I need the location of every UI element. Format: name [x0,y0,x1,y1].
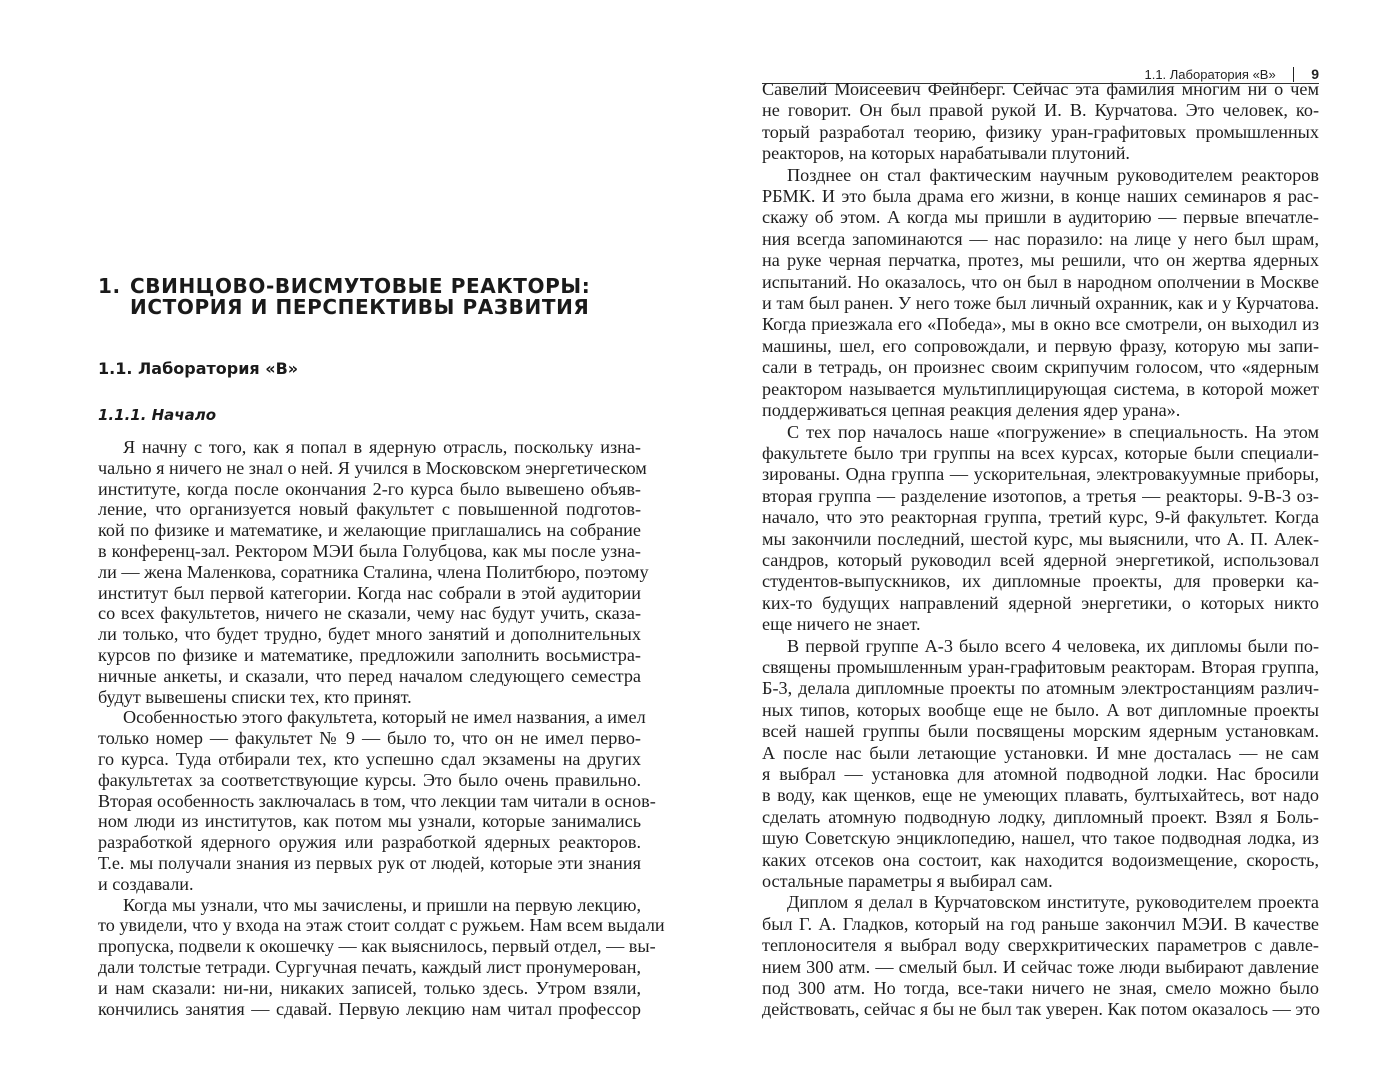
text-line: и там был ранен. У него тоже был личный охранник, как и у Курчатова. [762,293,1319,314]
text-line: был Г. А. Гладков, который на год раньше закончил МЭИ. В качестве [762,913,1319,934]
text-line: еще ничего не знает. [762,614,921,635]
text-line: в воду, как щенков, еще не умеющих плавать, бултыхайтесь, вот надо [762,785,1319,806]
text-line: А после нас были летающие установки. И мне досталась — не сам [762,742,1319,763]
text-line: со всех факультетов, ничего не сказали, чему нас будут учить, сказа- [98,603,641,624]
text-line: Когда приезжала его «Победа», мы в окно все смотрели, он выходил из [762,314,1319,335]
text-line: и нам сказали: ни-ни, никаких записей, только здесь. Утром взяли, [98,977,641,998]
text-line: разработкой ядерного оружия или разработкой ядерных реакторов. [98,832,641,853]
text-line: и создавали. [98,873,194,894]
text-line: то увидели, что у входа на этаж стоит солдат с ружьем. Нам всем выдали [98,915,665,936]
paragraph [762,165,1319,422]
text-line: Диплом я делал в Курчатовском институте, руководителем проекта [787,892,1319,913]
text-line: в конференц-зал. Ректором МЭИ была Голубцова, как мы после узна- [98,540,641,561]
chapter-number: 1. [98,274,121,298]
text-line: машины, шел, его сопровождали, и первую фразу, которую мы запи- [762,335,1319,356]
text-line: факультетах за соответствующие курсы. Это было очень правильно. [98,769,641,790]
text-line: институте, когда после окончания 2-го курса было вывешено объяв- [98,478,641,499]
paragraph [98,707,656,894]
text-line: сандров, который руководил всей ядерной энергетикой, использовал [762,549,1319,570]
text-line: Позднее он стал фактическим научным руководителем реакторов [787,164,1319,185]
text-line: курсов по физике и математике, предложили заполнить восьмистра- [98,644,641,665]
text-line: торый разработал теорию, физику уран-графитовых промышленных [762,121,1319,142]
paragraph [98,894,665,1020]
text-line: ли — жена Маленкова, соратника Сталина, члена Политбюро, поэтому [98,561,649,582]
text-line: поддерживаться цепная реакция деления ядер урана». [762,400,1181,421]
text-line: кончились занятия — сдавай. Первую лекцию нам читал профессор [98,998,641,1019]
text-line: ление, что организуется новый факультет с повышенной подготов- [98,499,641,520]
text-line: теплоносителя я выбрал воду сверхкритических параметров с давле- [762,935,1319,956]
paragraph [762,422,1319,636]
text-line: сделать атомную подводную лодку, дипломный проект. Взял я Боль- [762,806,1319,827]
text-line: только номер — факультет № 9 — было то, что он не имел перво- [98,728,641,749]
text-line: священы промышленным уран-графитовым реакторам. Вторая группа, [762,656,1319,677]
text-line: под 300 атм. Но тогда, все-таки ничего не зная, смело можно было [762,978,1319,999]
text-line: ния всегда запоминаются — нас поразило: на лице у него был шрам, [762,228,1319,249]
text-line: институт был первой категории. Когда нас собрали в этой аудитории [98,582,641,603]
paragraph [762,636,1319,893]
text-line: Савелий Моисеевич Фейнберг. Сейчас эта фамилия многим ни о чем [762,79,1319,99]
subsection-heading: 1.1.1. Начало [98,406,217,424]
text-line: Я начну с того, как я попал в ядерную отрасль, поскольку изна- [123,437,641,457]
text-line: Т.е. мы получали знания из первых рук от людей, которые эти знания [98,852,641,873]
text-line: ничные анкеты, и сказали, что перед началом следующего семестра [98,665,641,686]
text-line: ких-то будущих направлений ядерной энергетики, о которых никто [762,592,1319,613]
text-line: ли только, что будет трудно, будет много занятий и дополнительных [98,624,641,645]
text-line: С тех пор началось наше «погружение» в специальность. На этом [787,421,1319,442]
chapter-title-line: СВИНЦОВО-ВИСМУТОВЫЕ РЕАКТОРЫ: [130,274,591,298]
text-line: мы закончили последний, шестой курс, мы выяснили, что А. П. Алек- [762,528,1319,549]
text-line: В первой группе А-3 было всего 4 человека, их дипломы были по- [787,635,1319,656]
text-line: ном люди из институтов, как потом мы узнали, которые занимались [98,811,641,832]
body-text [98,437,665,1019]
text-line: пропуска, подвели к окошечку — как выяснилось, первый отдел, — вы- [98,936,656,957]
text-line: студентов-выпускников, их дипломные проекты, для проверки ка- [762,571,1319,592]
text-line: реакторов, на которых нарабатывали плутоний. [762,143,1130,164]
text-line: го курса. Туда отбирали тех, кто успешно сдал экзамены на других [98,748,641,769]
text-line: вторая группа — разделение изотопов, а третья — реакторы. 9-В-3 оз- [762,485,1319,506]
text-line: шую Советскую энциклопедию, нашел, что такое подводная лодка, из [762,828,1319,849]
page-number: 9 [1311,66,1319,82]
text-line: РБМК. И это была драма его жизни, в конце наших семинаров я рас- [762,186,1319,207]
text-line: не говорит. Он был правой рукой И. В. Курчатова. Это человек, ко- [762,100,1319,121]
text-line: кой по физике и математике, и желающие приглашались на собрание [98,520,641,541]
text-line: каких отсеков она состоит, как находится водоизмещение, скорость, [762,849,1319,870]
text-line: чально я ничего не знал о ней. Я учился в Московском энергетическом [98,457,647,478]
paragraph [762,79,1319,165]
chapter-title-line: ИСТОРИЯ И ПЕРСПЕКТИВЫ РАЗВИТИЯ [130,295,590,319]
running-head-title: 1.1. Лаборатория «В» [1144,67,1276,82]
body-text [762,79,1319,1021]
text-line: действовать, сейчас я бы не был так уверен. Как потом оказалось — это [762,999,1320,1020]
text-line: Особенностью этого факультета, который не имел названия, а имел [123,707,646,728]
text-line: нием 300 атм. — смелый был. И сейчас тоже люди выбирают давление [762,956,1319,977]
text-line: всей нашей группы были посвящены морским ядерным установкам. [762,721,1319,742]
text-line: Вторая особенность заключалась в том, что лекции там читали в основ- [98,790,656,811]
text-line: я выбрал — установка для атомной подводной лодки. Нас бросили [762,764,1319,784]
paragraph [98,437,649,707]
text-line: остальные параметры я выбирал сам. [762,871,1053,892]
text-line: факультете было три группы на всех курсах, которые были специали- [762,442,1319,463]
section-heading: 1.1. Лаборатория «В» [98,359,299,378]
text-line: зированы. Одна группа — ускорительная, электровакуумные приборы, [762,464,1319,485]
text-line: испытаний. Но оказалось, что он был в народном ополчении в Москве [762,271,1319,292]
text-line: дали толстые тетради. Сургучная печать, каждый лист пронумерован, [98,956,641,977]
paragraph [762,892,1319,1020]
text-line: начало, что это реакторная группа, третий курс, 9-й факультет. Когда [762,507,1319,528]
text-line: Б-3, делала дипломные проекты по атомным электростанциям различ- [762,678,1319,699]
text-line: скажу об этом. А когда мы пришли в аудиторию — первые впечатле- [762,207,1319,228]
text-line: будут вывешены списки тех, кто принят. [98,686,412,707]
chapter-heading [98,276,590,318]
text-line: реактором называется мультиплицирующая система, в которой может [762,378,1319,399]
text-line: Когда мы узнали, что мы зачислены, и пришли на первую лекцию, [123,894,641,915]
text-line: сали в тетрадь, он произнес своим скрипучим голосом, что «ядерным [762,357,1319,378]
text-line: на руке черная перчатка, протез, мы решили, что он жертва ядерных [762,250,1319,271]
text-line: ных типов, которых вообще еще не было. А вот дипломные проекты [762,699,1319,720]
left-page [98,0,665,1080]
right-page [762,0,1319,1080]
